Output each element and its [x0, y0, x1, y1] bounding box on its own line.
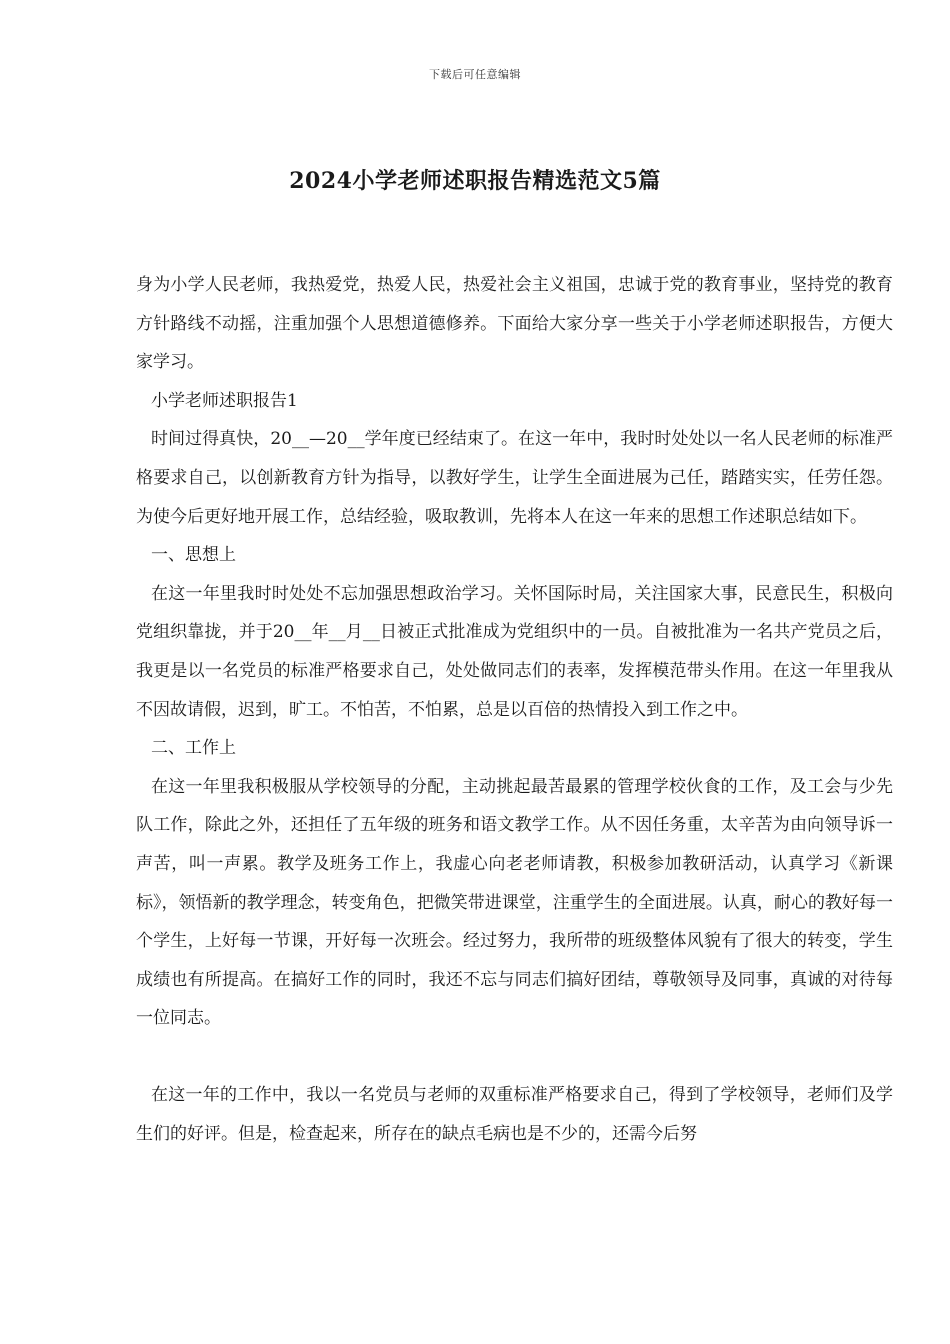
header-note: 下载后可任意编辑 — [429, 68, 521, 81]
section-heading-report-1: 小学老师述职报告1 — [151, 390, 298, 411]
intro-paragraph: 身为小学人民老师，我热爱党，热爱人民，热爱社会主义祖国，忠诚于党的教育事业，坚持党的教育方针路线不动摇，注重加强个人思想道德修养。下面给大家分享一些关于小学老师述职报告，方便大家学习。 — [136, 275, 893, 373]
body-paragraph: 在这一年的工作中，我以一名党员与老师的双重标准严格要求自己，得到了学校领导，老师们及学生们的好评。但是，检查起来，所存在的缺点毛病也是不少的，还需今后努 — [136, 1085, 893, 1145]
section-heading-thought: 一、思想上 — [151, 545, 236, 566]
section-heading-work: 二、工作上 — [151, 738, 236, 759]
document-title: 2024小学老师述职报告精选范文5篇 — [289, 168, 661, 194]
body-paragraph: 在这一年里我时时处处不忘加强思想政治学习。关怀国际时局，关注国家大事，民意民生，积极向党组织靠拢，并于20__年__月__日被正式批准成为党组织中的一员。自被批准为一名共产党员之后，我更是以一名党员的标准严格要求自己，处处做同志们的表率，发挥模范带头作用。在这一年里我从不因故请假，迟到，旷工。不怕苦，不怕累，总是以百倍的热情投入到工作之中。 — [136, 583, 893, 720]
body-paragraph: 时间过得真快，20__—20__学年度已经结束了。在这一年中，我时时处处以一名人民老师的标准严格要求自己，以创新教育方针为指导，以教好学生，让学生全面进展为己任，踏踏实实，任劳任怨。为使今后更好地开展工作，总结经验，吸取教训，先将本人在这一年来的思想工作述职总结如下。 — [136, 429, 893, 527]
document-body — [136, 266, 893, 1154]
body-paragraph: 在这一年里我积极服从学校领导的分配，主动挑起最苦最累的管理学校伙食的工作，及工会与少先队工作，除此之外，还担任了五年级的班务和语文教学工作。从不因任务重，太辛苦为由向领导诉一声苦，叫一声累。教学及班务工作上，我虚心向老老师请教，积极参加教研活动，认真学习《新课标》，领悟新的教学理念，转变角色，把微笑带进课堂，注重学生的全面进展。认真，耐心的教好每一个学生，上好每一节课，开好每一次班会。经过努力，我所带的班级整体风貌有了很大的转变，学生成绩也有所提高。在搞好工作的同时，我还不忘与同志们搞好团结，尊敬领导及同事，真诚的对待每一位同志。 — [136, 776, 893, 1029]
